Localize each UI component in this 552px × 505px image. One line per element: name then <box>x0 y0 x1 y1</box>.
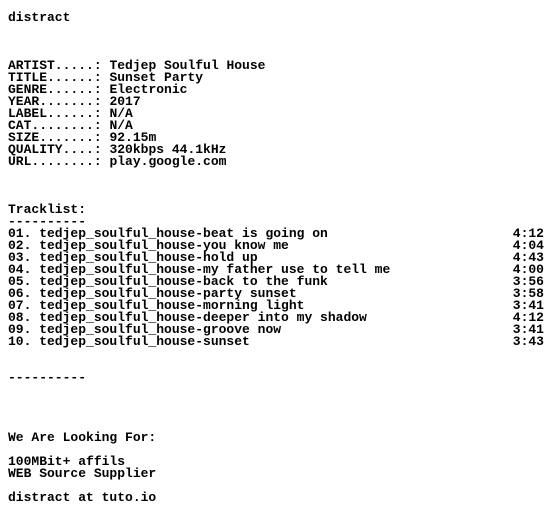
track-title: 01. tedjep_soulful_house-beat is going on <box>8 226 328 241</box>
track-duration: 3:56 <box>512 274 544 289</box>
info-quality-value: 320kbps 44.1kHz <box>109 142 227 157</box>
info-url-key: URL........: <box>8 154 102 169</box>
track-title: 07. tedjep_soulful_house-morning light <box>8 298 305 313</box>
track-title: 05. tedjep_soulful_house-back to the funk <box>8 274 328 289</box>
info-genre-value: Electronic <box>109 82 188 97</box>
footer <box>8 432 548 504</box>
track-duration: 4:04 <box>512 238 544 253</box>
section-divider: ---------- <box>8 370 87 385</box>
track-duration: 3:41 <box>512 322 544 337</box>
info-cat-key: CAT........: <box>8 118 102 133</box>
track-title: 08. tedjep_soulful_house-deeper into my shadow <box>8 310 367 325</box>
track-duration: 3:58 <box>512 286 544 301</box>
track-row <box>8 336 544 348</box>
info-url-value: play.google.com <box>109 154 227 169</box>
info-title-key: TITLE......: <box>8 70 102 85</box>
info-artist-key: ARTIST.....: <box>8 58 102 73</box>
track-title: 06. tedjep_soulful_house-party sunset <box>8 286 297 301</box>
tracklist-heading: Tracklist: <box>8 202 87 217</box>
info-title-value: Sunset Party <box>109 70 204 85</box>
info-artist-value: Tedjep Soulful House <box>109 58 266 73</box>
info-year-value: 2017 <box>109 94 141 109</box>
release-info <box>8 60 548 168</box>
track-title: 04. tedjep_soulful_house-my father use to tell me <box>8 262 391 277</box>
track-duration: 4:12 <box>512 310 544 325</box>
info-quality-key: QUALITY....: <box>8 142 102 157</box>
track-title: 02. tedjep_soulful_house-you know me <box>8 238 289 253</box>
footer-item: WEB Source Supplier <box>8 466 157 481</box>
track-duration: 4:12 <box>512 226 544 241</box>
info-genre-key: GENRE......: <box>8 82 102 97</box>
info-size-value: 92.15m <box>109 130 157 145</box>
info-size-key: SIZE.......: <box>8 130 102 145</box>
track-duration: 4:43 <box>512 250 544 265</box>
footer-signature: distract at tuto.io <box>8 490 157 505</box>
footer-looking-heading: We Are Looking For: <box>8 430 157 445</box>
nfo-document <box>8 12 548 504</box>
info-cat-value: N/A <box>109 118 133 133</box>
footer-item: 100MBit+ affils <box>8 454 126 469</box>
info-year-key: YEAR.......: <box>8 94 102 109</box>
tracklist-underline: ---------- <box>8 214 87 229</box>
track-duration: 3:41 <box>512 298 544 313</box>
info-url <box>8 156 548 168</box>
track-title: 03. tedjep_soulful_house-hold up <box>8 250 258 265</box>
header-title: distract <box>8 10 71 25</box>
info-label-key: LABEL......: <box>8 106 102 121</box>
track-title: 10. tedjep_soulful_house-sunset <box>8 334 250 349</box>
track-duration: 4:00 <box>512 262 544 277</box>
tracklist <box>8 204 548 348</box>
track-duration: 3:43 <box>512 334 544 349</box>
info-label-value: N/A <box>109 106 133 121</box>
track-title: 09. tedjep_soulful_house-groove now <box>8 322 282 337</box>
